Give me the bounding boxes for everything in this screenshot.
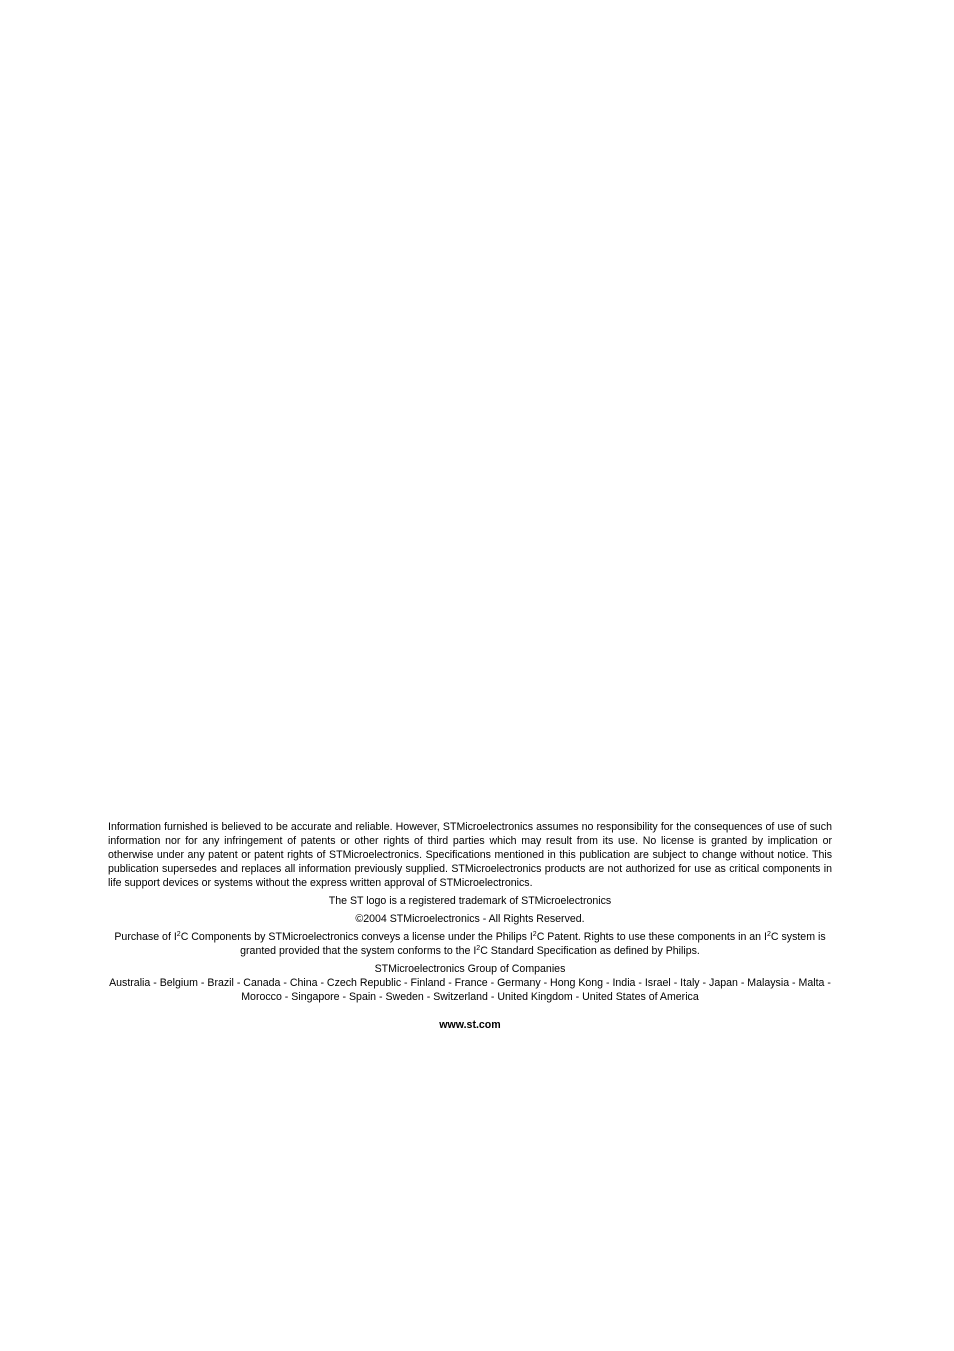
trademark-notice: The ST logo is a registered trademark of STMicroelectronics: [328, 895, 612, 907]
i2c-text-5: C Standard Specification as defined by Philips.: [480, 945, 700, 957]
i2c-sup-4: 2: [476, 945, 481, 952]
i2c-license-notice: [108, 930, 832, 958]
i2c-sup-3: 2: [766, 931, 771, 938]
legal-notice-block: [108, 820, 832, 1032]
country-list: Australia - Belgium - Brazil - Canada - China - Czech Republic - Finland - France - Germany - Hong Kong - India - Israel - Italy - Japan - Malaysia - Malta - Morocco - Singapore - Spain - Sweden - Switzerland - United Kingdom - United States of America: [109, 977, 831, 1003]
i2c-text-4: C system is granted provided that the system conforms to the I: [240, 931, 826, 957]
i2c-sup-2: 2: [532, 931, 537, 938]
i2c-text-3: C Patent. Rights to use these components in an I: [536, 931, 767, 943]
i2c-sup-1: 2: [176, 931, 181, 938]
website-link[interactable]: www.st.com: [439, 1019, 501, 1031]
disclaimer-paragraph: Information furnished is believed to be accurate and reliable. However, STMicroelectronics assumes no responsibility for the consequences of use of such information nor for any infringement of patents or other rights of third parties which may result from its use. No license is granted by implication or otherwise under any patent or patent rights of STMicroelectronics. Specifications mentioned in this publication are subject to change without notice. This publication supersedes and replaces all information previously supplied. STMicroelectronics products are not authorized for use as critical components in life support devices or systems without the express written approval of STMicroelectronics.: [108, 821, 832, 889]
i2c-text-1: Purchase of I: [114, 931, 177, 943]
copyright-notice: ©2004 STMicroelectronics - All Rights Reserved.: [355, 913, 585, 925]
i2c-text-2: C Components by STMicroelectronics conveys a license under the Philips I: [180, 931, 533, 943]
group-title: STMicroelectronics Group of Companies: [374, 963, 566, 975]
